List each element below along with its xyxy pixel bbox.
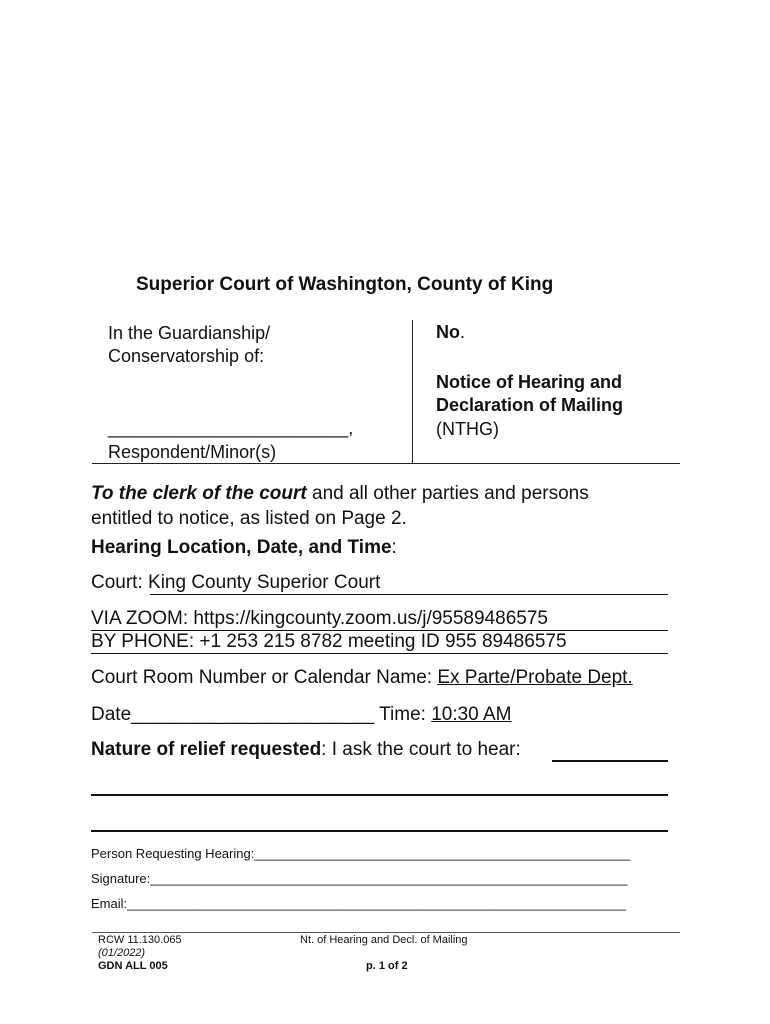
relief-label: Nature of relief requested <box>91 739 322 760</box>
signature-line <box>91 871 627 886</box>
court-line <box>91 572 380 594</box>
date-time-line <box>91 704 511 726</box>
form-title <box>436 371 623 417</box>
footer-statute: RCW 11.130.065 <box>98 934 182 946</box>
case-number-field[interactable] <box>436 322 465 343</box>
person-requesting-line <box>91 846 630 861</box>
time-value[interactable]: 10:30 AM <box>431 704 512 725</box>
footer-page-number: p. 1 of 2 <box>366 960 408 972</box>
phone-underline <box>91 653 668 654</box>
footer-rule <box>92 932 680 933</box>
form-title-line-1: Notice of Hearing and <box>436 372 623 392</box>
footer-form-title: Nt. of Hearing and Decl. of Mailing <box>300 934 468 946</box>
relief-blank-3[interactable] <box>91 830 668 832</box>
form-title-line-2: Declaration of Mailing <box>436 395 624 415</box>
court-label: Court: <box>91 572 149 593</box>
hearing-header-colon: : <box>391 537 397 558</box>
intro-paragraph <box>91 481 651 531</box>
footer-form-number: GDN ALL 005 <box>98 960 168 972</box>
respondent-name-field[interactable]: ________________________, <box>108 418 354 438</box>
date-label: Date <box>91 704 132 725</box>
signature-field[interactable]: __________________________________________________________________ <box>150 871 628 886</box>
signature-label: Signature: <box>91 871 151 886</box>
respondent-label: Respondent/Minor(s) <box>108 442 277 462</box>
date-field[interactable]: _______________________ <box>131 704 375 725</box>
court-underline <box>150 594 668 595</box>
case-number-label: No <box>436 322 460 342</box>
email-label: Email: <box>91 896 128 911</box>
intro-lead: To the clerk of the court <box>91 483 307 504</box>
time-label: Time: <box>374 704 432 725</box>
case-number-dot: . <box>460 322 466 342</box>
person-requesting-label: Person Requesting Hearing: <box>91 846 255 861</box>
courtroom-line <box>91 667 633 689</box>
hearing-header <box>91 537 397 559</box>
phone-line[interactable]: BY PHONE: +1 253 215 8782 meeting ID 955 89486575 <box>91 631 567 652</box>
matter-line-1: In the Guardianship/ <box>108 323 271 343</box>
courtroom-value[interactable]: Ex Parte/Probate Dept. <box>437 667 633 688</box>
caption-divider-vertical <box>412 320 413 464</box>
relief-line <box>91 739 521 761</box>
court-title: Superior Court of Washington, County of King <box>136 274 554 295</box>
relief-rest: : I ask the court to hear: <box>321 739 521 760</box>
footer-revision: (01/2022) <box>98 947 146 959</box>
hearing-header-text: Hearing Location, Date, and Time <box>91 537 392 558</box>
email-line <box>91 896 626 911</box>
court-value[interactable]: King County Superior Court <box>148 572 381 593</box>
matter-caption <box>108 322 270 368</box>
person-requesting-field[interactable]: ____________________________________________________ <box>254 846 631 861</box>
matter-line-2: Conservatorship of: <box>108 346 265 366</box>
form-code: (NTHG) <box>436 419 499 439</box>
courtroom-label: Court Room Number or Calendar Name: <box>91 667 438 688</box>
zoom-line[interactable]: VIA ZOOM: https://kingcounty.zoom.us/j/95589486575 <box>91 608 548 629</box>
email-field[interactable]: _____________________________________________________________________ <box>127 896 626 911</box>
relief-blank-1[interactable] <box>552 760 668 762</box>
relief-blank-2[interactable] <box>91 794 668 796</box>
caption-divider-horizontal <box>92 463 680 464</box>
intro-rest: and all other parties and persons entitled to notice, as listed on Page 2. <box>91 483 589 529</box>
